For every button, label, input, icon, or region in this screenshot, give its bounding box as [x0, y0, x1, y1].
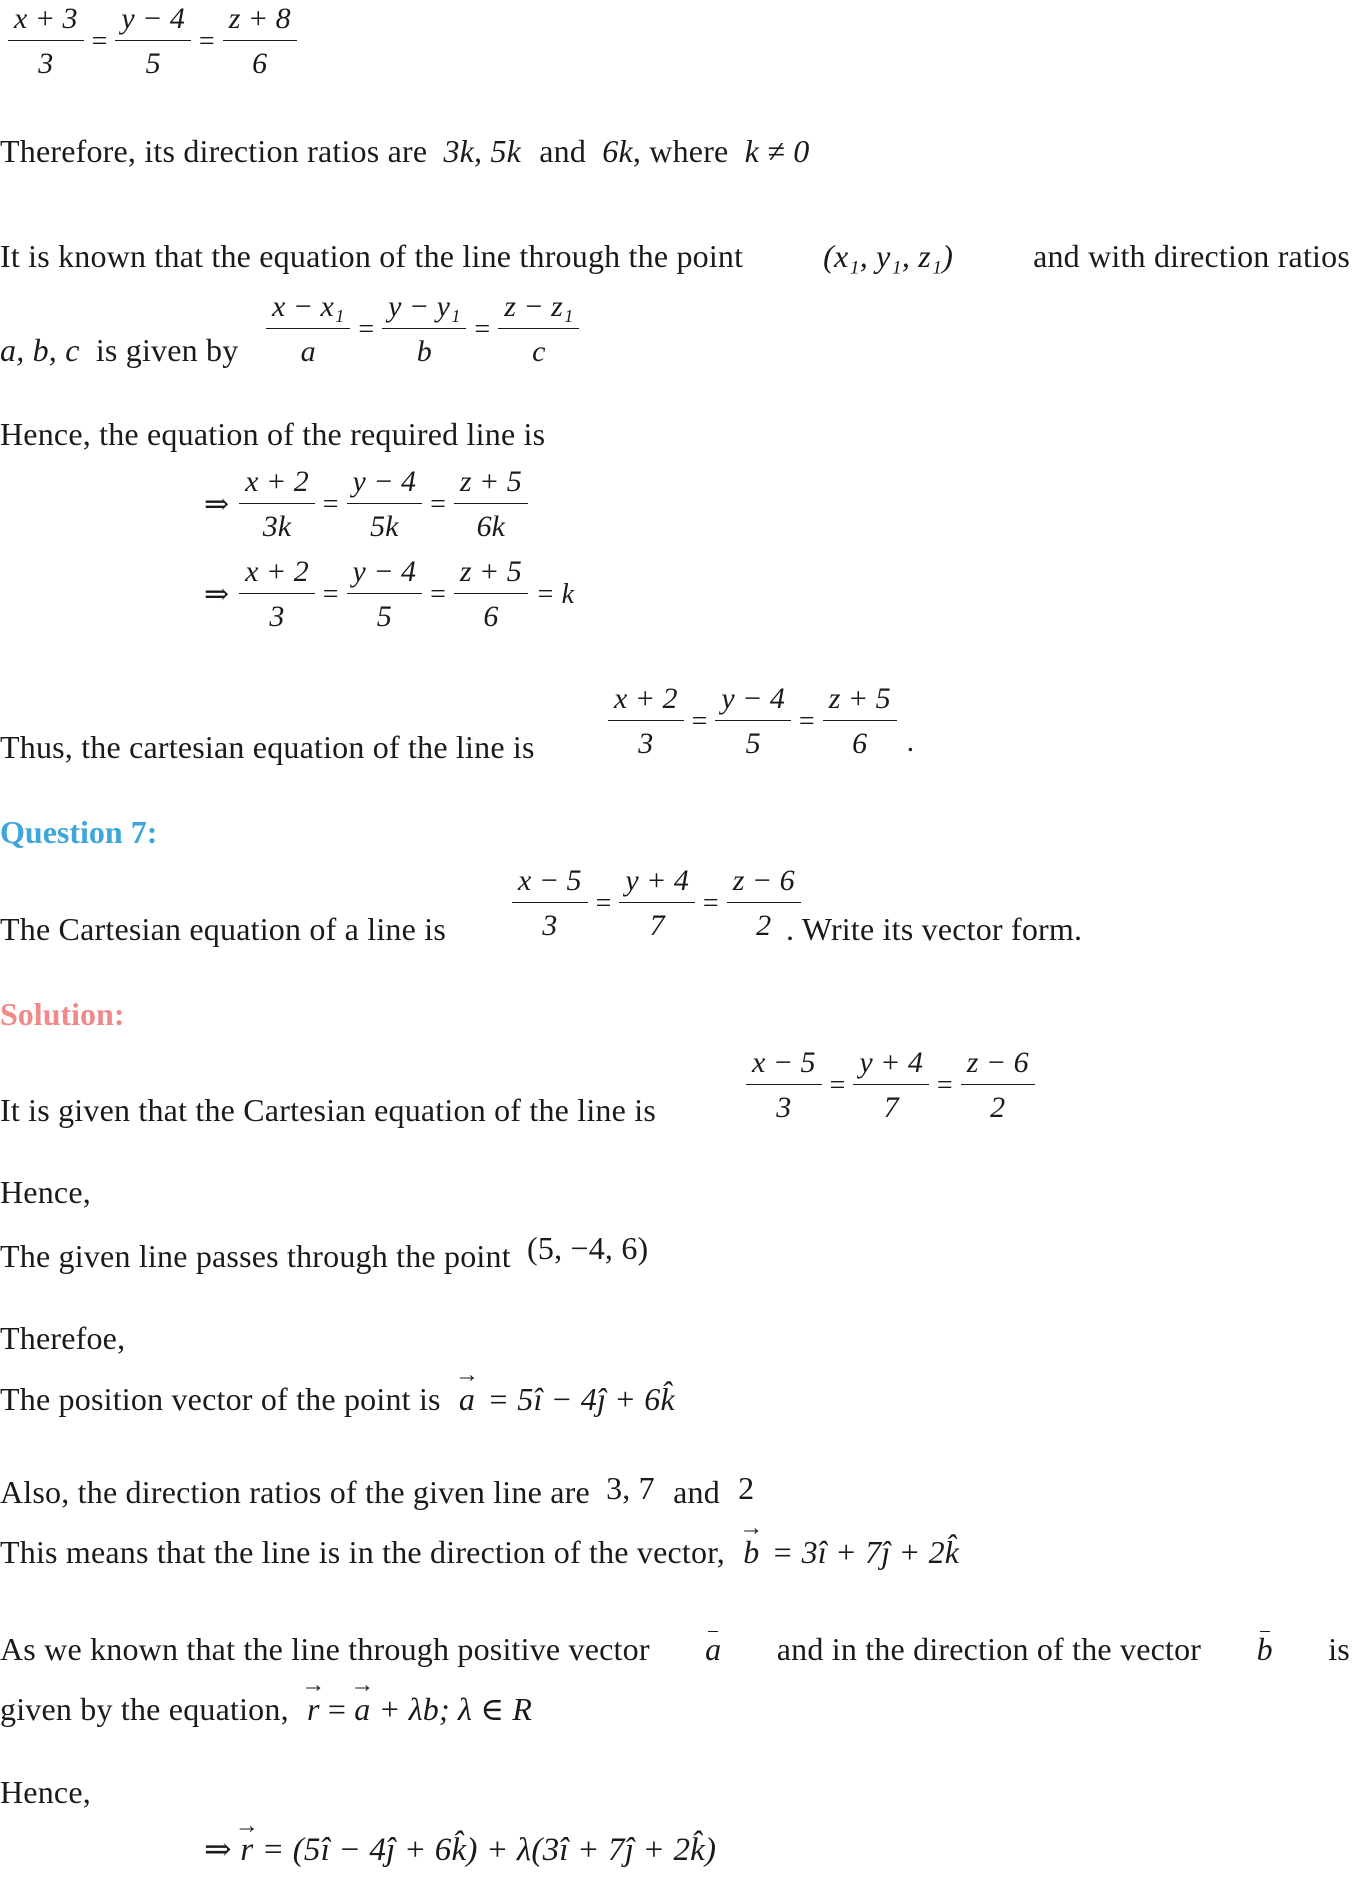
denominator: 3k [262, 510, 292, 543]
text: is given by [95, 332, 239, 368]
math-inline: (5, −4, 6) [527, 1230, 649, 1266]
equals-sign: = [430, 578, 446, 610]
fraction [498, 290, 579, 369]
denominator: 2 [990, 1091, 1006, 1124]
text: and [539, 133, 587, 169]
fraction [619, 864, 695, 943]
denominator: 6 [252, 47, 268, 80]
fraction [608, 682, 684, 761]
denominator: 7 [883, 1091, 899, 1124]
vector-b-symbol: b [1256, 1631, 1273, 1667]
numerator: y + 4 [853, 1046, 929, 1085]
question-text [0, 909, 446, 949]
denominator: 2 [756, 909, 772, 942]
solution-line-8 [0, 1629, 1350, 1669]
numerator: x + 3 [8, 2, 84, 41]
text: The given line passes through the point [0, 1238, 511, 1274]
equals-sign: = [430, 488, 446, 520]
denominator: 6 [852, 727, 868, 760]
fraction [115, 2, 191, 81]
text: and in the direction of the vector [776, 1631, 1202, 1667]
numerator: z − z₁ [498, 290, 579, 329]
equals-sign: = [936, 1069, 953, 1101]
math-inline: k ≠ 0 [744, 133, 810, 169]
text: Therefoe, [0, 1320, 126, 1356]
vector-a: → a [459, 1379, 475, 1419]
vector-b: → b [743, 1532, 759, 1572]
equation-solution-given [742, 1046, 1039, 1125]
fraction [382, 290, 466, 369]
fraction [454, 465, 528, 544]
equals-sign: = [91, 25, 108, 57]
implies-arrow: ⇒ [204, 488, 230, 521]
solution-line-9 [0, 1689, 532, 1729]
numerator: y − 4 [115, 2, 191, 41]
text: It is given that the Cartesian equation of the line is [0, 1092, 656, 1128]
denominator: 7 [649, 909, 665, 942]
denominator: 5k [370, 510, 399, 543]
numerator: x + 2 [608, 682, 684, 721]
fraction [239, 555, 315, 634]
denominator: 5 [745, 727, 761, 760]
text: The position vector of the point is [0, 1381, 441, 1417]
fraction [823, 682, 897, 761]
math-inline: + λb; λ ∈ R [378, 1691, 533, 1727]
vector-r: → r [240, 1830, 253, 1870]
paragraph-cartesian-result [0, 727, 535, 767]
text: Therefore, its direction ratios are [0, 133, 428, 169]
denominator: 5 [145, 47, 161, 80]
vector-a: → a [354, 1689, 370, 1729]
numerator: y − 4 [347, 555, 423, 594]
equation-question [508, 864, 805, 943]
text: Hence, the equation of the required line is [0, 416, 546, 452]
solution-line-2 [0, 1172, 91, 1212]
denominator: 3 [269, 600, 285, 633]
solution-line-7 [0, 1532, 959, 1572]
paragraph-required-line [0, 414, 545, 454]
fraction [8, 2, 84, 81]
text: The Cartesian equation of a line is [0, 911, 446, 947]
numerator: x − 5 [746, 1046, 822, 1085]
implies-arrow: ⇒ [204, 578, 230, 611]
numerator: x − 5 [512, 864, 588, 903]
vector-a-symbol: a [705, 1631, 722, 1667]
text: Also, the direction ratios of the given line are [0, 1474, 590, 1510]
text: , where [632, 133, 729, 169]
numerator: y − y₁ [382, 290, 466, 329]
solution-line-1 [0, 1090, 656, 1130]
numerator: y − 4 [347, 465, 423, 504]
math-inline: (x₁, y₁, z₁) [823, 238, 954, 274]
fraction [223, 2, 297, 81]
paragraph-abc [0, 330, 238, 370]
denominator: b [416, 335, 432, 368]
equation-cartesian-result [604, 682, 914, 761]
fraction [454, 555, 528, 634]
math-inline: = 5î − 4ĵ + 6k̂ [487, 1381, 675, 1417]
equals-sign: = [798, 705, 815, 737]
fraction [853, 1046, 929, 1125]
math-inline: a, b, c [0, 332, 80, 368]
denominator: a [300, 335, 316, 368]
equals-sign: = [702, 887, 719, 919]
text: As we known that the line through positive vector [0, 1631, 650, 1667]
math-inline: 3, 7 [606, 1470, 655, 1506]
denominator: c [532, 335, 546, 368]
question-tail [786, 909, 1082, 949]
text: is [1328, 1631, 1350, 1667]
question-heading: Question 7: [0, 814, 158, 850]
solution-line-4 [0, 1318, 125, 1358]
text: and with direction ratios [1033, 238, 1350, 274]
paragraph-known-equation [0, 236, 1350, 276]
numerator: x + 2 [239, 465, 315, 504]
math-inline: = 3î + 7ĵ + 2k̂ [771, 1534, 960, 1570]
period: . [906, 724, 915, 758]
denominator: 3 [542, 909, 558, 942]
math-inline: 3k, 5k [443, 133, 522, 169]
text: This means that the line is in the direction of the vector, [0, 1534, 725, 1570]
solution-line-10 [0, 1772, 91, 1812]
fraction [266, 290, 350, 369]
implies-arrow: ⇒ [204, 1832, 232, 1868]
equals-sign: = [322, 488, 339, 520]
equals-sign: = [829, 1069, 846, 1101]
equals-sign: = [358, 313, 375, 345]
numerator: y − 4 [715, 682, 791, 721]
fraction [347, 465, 423, 544]
fraction [715, 682, 791, 761]
math-inline: 6k [602, 133, 633, 169]
paragraph-direction-ratios [0, 131, 809, 171]
numerator: z + 8 [223, 2, 297, 41]
equals-sign: = [474, 313, 491, 345]
equals-sign: = [322, 578, 339, 610]
numerator: z − 6 [961, 1046, 1035, 1085]
numerator: y + 4 [619, 864, 695, 903]
text: given by the equation, [0, 1691, 289, 1727]
fraction [961, 1046, 1035, 1125]
equation-general-line [262, 290, 583, 369]
text: Hence, [0, 1174, 91, 1210]
equals-sign: = [198, 25, 215, 57]
equals-k: = k [535, 578, 575, 610]
numerator: x − x₁ [266, 290, 350, 329]
equals-sign: = [595, 887, 612, 919]
denominator: 6k [476, 510, 505, 543]
equation-top [4, 2, 301, 81]
text: and [673, 1474, 720, 1510]
fraction [239, 465, 315, 544]
text: Thus, the cartesian equation of the line is [0, 729, 535, 765]
numerator: x + 2 [239, 555, 315, 594]
solution-line-6 [0, 1472, 754, 1512]
equals-sign: = [327, 1691, 347, 1727]
denominator: 3 [776, 1091, 792, 1124]
denominator: 6 [483, 600, 499, 633]
numerator: z − 6 [727, 864, 801, 903]
numerator: z + 5 [823, 682, 897, 721]
fraction [347, 555, 423, 634]
equals-sign: = [691, 705, 708, 737]
solution-line-5 [0, 1379, 675, 1419]
solution-heading: Solution: [0, 996, 125, 1032]
solution-line-3 [0, 1230, 649, 1276]
text: Hence, [0, 1774, 91, 1810]
math-inline: 2 [738, 1470, 755, 1506]
denominator: 3 [638, 727, 654, 760]
text: . Write its vector form. [786, 911, 1083, 947]
final-equation [204, 1830, 716, 1870]
text: It is known that the equation of the line through the point [0, 238, 744, 274]
vector-r: → r [307, 1689, 320, 1729]
math-inline: = (5î − 4ĵ + 6k̂) + λ(3î + 7ĵ + 2k̂) [261, 1832, 717, 1868]
numerator: z + 5 [454, 555, 528, 594]
denominator: 3 [38, 47, 54, 80]
fraction [746, 1046, 822, 1125]
equation-step-a [204, 465, 532, 544]
numerator: z + 5 [454, 465, 528, 504]
fraction [512, 864, 588, 943]
equation-step-b [204, 555, 578, 634]
denominator: 5 [376, 600, 392, 633]
